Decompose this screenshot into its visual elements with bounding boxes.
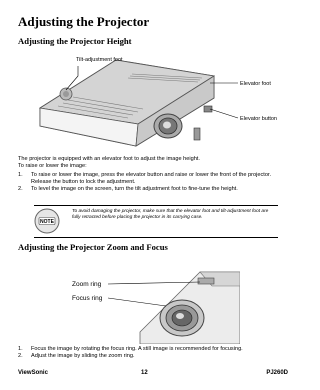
intro-line-1: The projector is equipped with an elevator foot to adjust the image height. [18, 156, 200, 162]
zoom-steps-list [18, 346, 288, 360]
page-number: 12 [141, 370, 148, 376]
tilt-foot-label: Tilt-adjustment foot [76, 57, 123, 63]
intro-text [18, 156, 286, 170]
focus-ring-label: Focus ring [72, 295, 103, 302]
zoom-ring-label: Zoom ring [72, 281, 102, 288]
list-item [18, 186, 288, 193]
note-icon-label: NOTE [40, 219, 54, 225]
step-number: 1. [18, 172, 23, 178]
page-title: Adjusting the Projector [18, 14, 150, 29]
footer-model: PJ260D [266, 370, 288, 376]
footer-brand: ViewSonic [18, 370, 48, 376]
zoom-focus-figure [70, 262, 240, 344]
step-number: 2. [18, 186, 23, 192]
step-text: To level the image on the screen, turn the tilt adjustment foot to fine-tune the height. [31, 186, 238, 192]
step-text: Focus the image by rotating the focus ring. A still image is recommended for focusing. [31, 346, 243, 352]
projector-height-figure [18, 46, 288, 154]
step-text: Adjust the image by sliding the zoom ring. [31, 353, 135, 359]
elevator-button-label: Elevator button [240, 116, 277, 122]
note-icon [34, 208, 60, 234]
section-height-heading: Adjusting the Projector Height [18, 36, 132, 46]
height-steps-list [18, 172, 288, 193]
step-number: 1. [18, 346, 23, 352]
list-item [18, 346, 288, 353]
step-number: 2. [18, 353, 23, 359]
list-item [18, 172, 288, 186]
elevator-foot-label: Elevator foot [240, 81, 271, 87]
intro-line-2: To raise or lower the image: [18, 163, 87, 169]
note-box [34, 205, 278, 238]
note-text: To avoid damaging the projector, make sure that the elevator foot and tilt-adjustment foot are fully retracted before placing the projector in its carrying case. [72, 209, 269, 220]
step-text: To raise or lower the image, press the elevator button and raise or lower the front of the projector. Release the button to lock the adjustment. [31, 172, 272, 185]
list-item [18, 353, 288, 360]
section-zoom-heading: Adjusting the Projector Zoom and Focus [18, 242, 168, 252]
